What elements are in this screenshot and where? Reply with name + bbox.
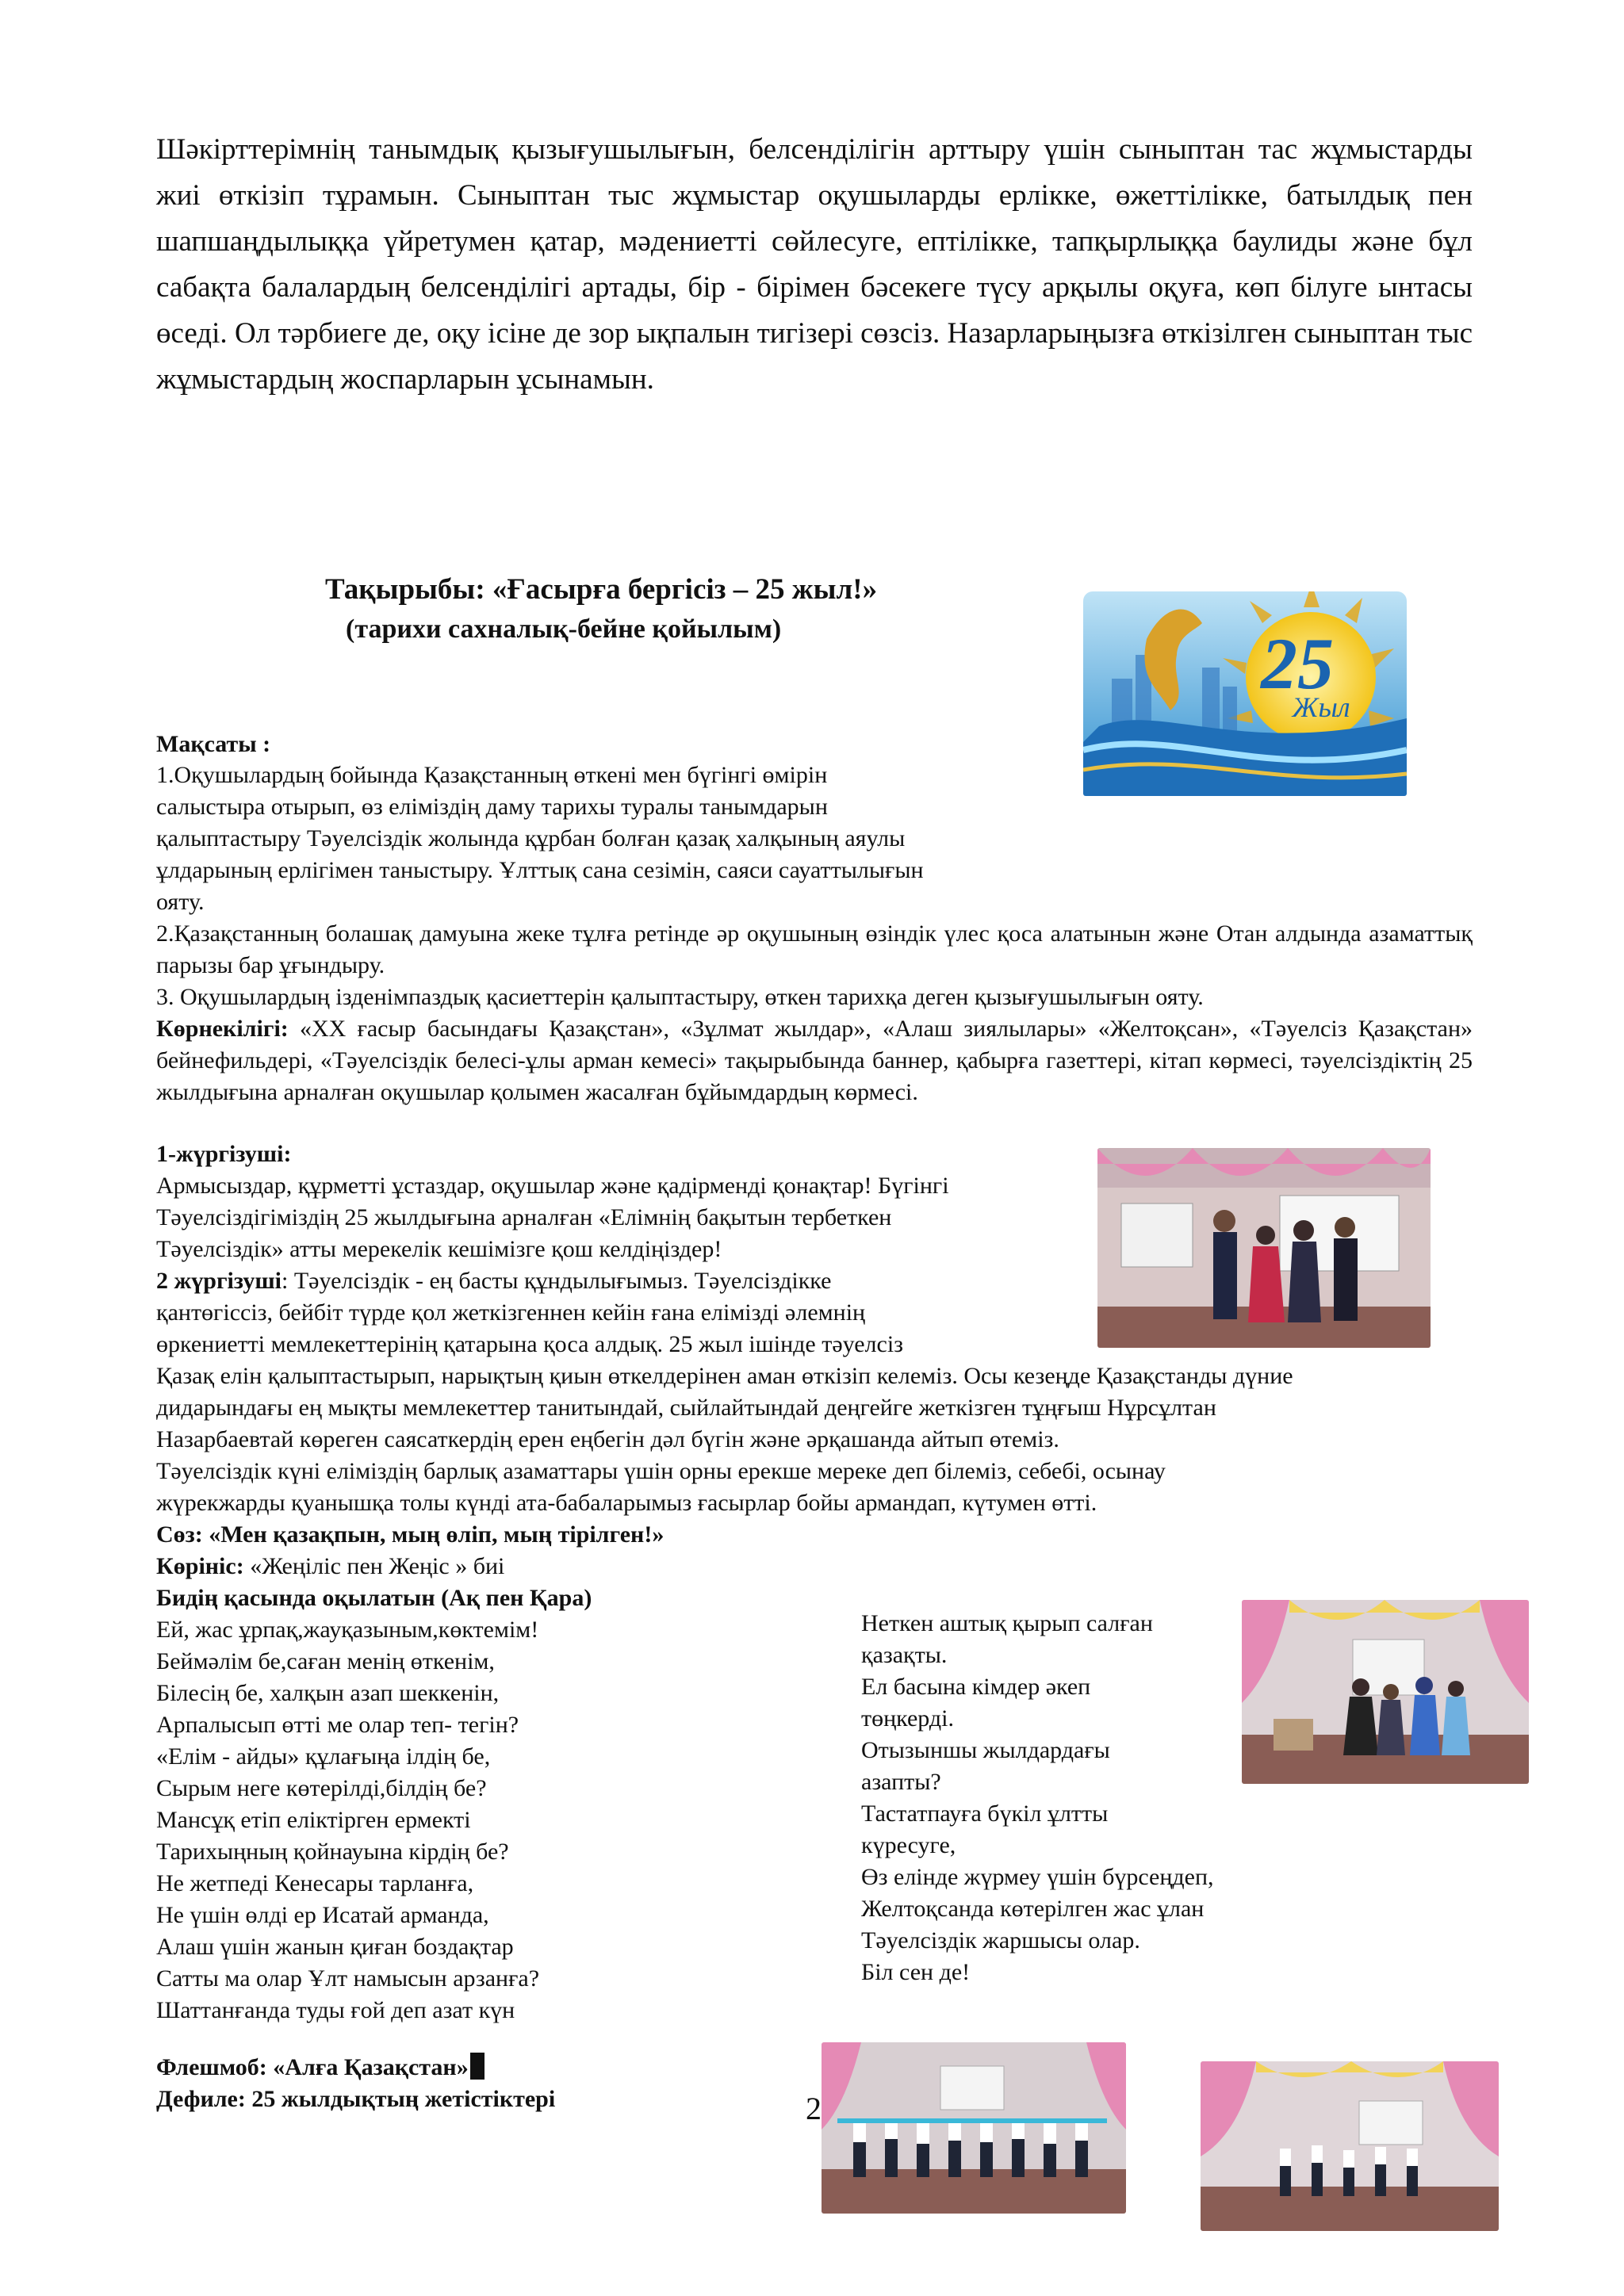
poem-left-column (156, 1614, 806, 2026)
anniversary-logo-image (1083, 591, 1407, 796)
hosts-stage-graphic (1097, 1148, 1431, 1348)
poem-right-column (861, 1608, 1258, 1988)
visuals-label: Көрнекілігі: (156, 1016, 289, 1042)
poem-line: Беймәлім бе,саған менің өткенім, (156, 1648, 495, 1674)
intro-paragraph: Шәкірттерімнің танымдық қызығушылығын, белсенділігін арттыру үшін сыныптан тас жұмыстарды жиі өткізіп тұрамын. Сыныптан тыс жұмыстар оқушыларды ерлікке, өжеттілікке, батылдық пен шапшаңдылыққа үйретумен қатар, мәдениетті сөйлесуге, ептілікке, тапқырлыққа баулиды және бұл сабақта балалардың белсенділігі артады, бір - бірімен бәсекеге түсу арқылы оқуға, көп білуге ынтасы өседі. Ол тәрбиеге де, оқу ісіне де зор ықпалын тигізері сөзсіз. Назарларыңызға өткізілген сыныптан тыс жұмыстардың жоспарларын ұсынамын. (156, 133, 1473, 396)
flashmob-line (156, 2052, 711, 2084)
event-subtitle: (тарихи сахналық-бейне қойылым) (346, 614, 782, 644)
hosts-stage-photo (1097, 1148, 1431, 1348)
host2-continued (156, 1360, 1473, 1614)
flashmob-graphic-2 (1201, 2061, 1499, 2231)
host2-line: жүрекжарды қуанышқа толы күнді ата-бабаларымыз ғасырлар бойы армандап, күтумен өтті. (156, 1490, 1097, 1516)
poem-line: Арпалысып өтті ме олар теп- тегін? (156, 1712, 519, 1738)
host1-block (156, 1138, 1052, 1360)
poem-line: Мансұқ етіп еліктірген ермекті (156, 1807, 471, 1833)
goal-item-1-line: 1.Оқушылардың бойында Қазақстанның өткені мен бүгінгі өмірін (156, 762, 828, 788)
goal-item-1-line: ояту. (156, 889, 205, 915)
host2-line: дидарындағы ең мықты мемлекеттер танитындай, сыйлайтындай деңгейге жеткізген тұңғыш Нұрсұлтан (156, 1395, 1216, 1421)
flashmob-text: Флешмоб: «Алға Қазақстан» (156, 2054, 469, 2080)
poem-line: төңкерді. (861, 1705, 955, 1732)
anniversary-logo-graphic (1083, 591, 1407, 796)
host2-first-line (156, 1265, 1052, 1297)
poem-line: Желтоқсанда көтерілген жас ұлан (861, 1896, 1205, 1922)
poem-line: Ей, жас ұрпақ,жауқазыным,көктемім! (156, 1617, 539, 1643)
host1-line: Армысыздар, құрметті ұстаздар, оқушылар және қадірменді қонақтар! Бүгінгі (156, 1173, 949, 1199)
poem-line: Тарихыңның қойнауына кірдің бе? (156, 1839, 509, 1865)
dance-stage-photo (1242, 1600, 1529, 1784)
poem-line: қазақты. (861, 1642, 948, 1668)
dance-stage-graphic (1242, 1600, 1529, 1784)
host2-line: қантөгіссіз, бейбіт түрде қол жеткізгеннен кейін ғана елімізді әлемнің (156, 1299, 866, 1326)
poem-line: азапты? (861, 1769, 941, 1795)
event-title: Тақырыбы: «Ғасырға бергісіз – 25 жыл!» (325, 573, 878, 606)
poem-line: Сатты ма олар Ұлт намысын арзанға? (156, 1965, 540, 1992)
page-number: 2 (806, 2091, 822, 2126)
host2-line: Тәуелсіздік күні еліміздің барлық азаматтары үшін орны ерекше мереке деп білеміз, себебі, осынау (156, 1458, 1166, 1484)
scene-line (156, 1551, 1473, 1582)
poem-line: Білесің бе, халқын азап шеккенін, (156, 1680, 500, 1706)
defile-text: Дефиле: 25 жылдықтың жетістіктері (156, 2086, 556, 2112)
word-line: Сөз: «Мен қазақпын, мың өліп, мың тірілген!» (156, 1521, 665, 1548)
host1-line: Тәуелсіздігіміздің 25 жылдығына арналған «Елімнің бақытын тербеткен (156, 1204, 892, 1230)
poem-line: Тәуелсіздік жаршысы олар. (861, 1927, 1140, 1954)
poem-line: Не үшін өлді ер Исатай арманда, (156, 1902, 489, 1928)
host2-line: Назарбаевтай көреген саясаткердің ерен еңбегін дәл бүгін және әрқашанда айтып өтеміз. (156, 1426, 1059, 1452)
goal-item-1-line: қалыптастыру Тәуелсіздік жолында құрбан болған қазақ халқының аяулы (156, 825, 906, 851)
poem-line: Не жетпеді Кенесары тарланға, (156, 1870, 474, 1896)
host1-label: 1-жүргізуші: (156, 1141, 292, 1167)
host2-line: өркениетті мемлекеттерінің қатарына қоса алдық. 25 жыл ішінде тәуелсіз (156, 1331, 904, 1357)
flashmob-photo-1 (822, 2042, 1126, 2214)
host2-label: 2 жүргізуші (156, 1268, 282, 1294)
host1-line: Тәуелсіздік» атты мерекелік кешімізге қош келдіңіздер! (156, 1236, 722, 1262)
goal-item-1-line: ұлдарының ерлігімен таныстыру. Ұлттық сана сезімін, саяси сауаттылығын (156, 857, 924, 883)
poem-line: Ел басына кімдер әкеп (861, 1674, 1091, 1700)
goals-heading: Мақсаты : (156, 731, 271, 757)
host2-first-text: : Тәуелсіздік - ең басты құндылығымыз. Тәуелсіздікке (281, 1268, 832, 1294)
program-items (156, 2052, 711, 2115)
poem-line: Тастатпауға бүкіл ұлтты (861, 1800, 1109, 1827)
poem-line: Неткен аштық қырып салған (861, 1610, 1153, 1636)
goal-item-1-line: салыстыра отырып, өз еліміздің даму тарихы туралы танымдарын (156, 794, 828, 820)
goal-item-2: 2.Қазақстанның болашақ дамуына жеке тұлға ретінде әр оқушының өзіндік үлес қоса алатынын және Отан алдында азаматтық парызы бар ұғындыру. (156, 920, 1473, 978)
poem-line: Отызыншы жылдардағы (861, 1737, 1110, 1763)
poem-line: күресуге, (861, 1832, 956, 1858)
goal-item-1 (156, 760, 1052, 918)
visuals-paragraph (156, 1013, 1473, 1108)
poem-line: Өз елінде жүрмеу үшін бүрсеңдеп, (861, 1864, 1214, 1890)
flashmob-photo-2 (1201, 2061, 1499, 2231)
host2-line: Қазақ елін қалыптастырып, нарықтың қиын өткелдерінен аман өткізіп келеміз. Осы кезеңде Қазақстанды дүние (156, 1363, 1293, 1389)
scene-text: «Жеңіліс пен Жеңіс » биі (243, 1553, 505, 1579)
scene-label: Көрініс: (156, 1553, 244, 1579)
poem-line: «Елім - айды» құлағыңа ілдің бе, (156, 1743, 491, 1770)
cursor-block (470, 2053, 485, 2080)
poem-line: Алаш үшін жанын қиған боздақтар (156, 1934, 514, 1960)
flashmob-graphic-1 (822, 2042, 1126, 2214)
visuals-text: «ХХ ғасыр басындағы Қазақстан», «Зұлмат жылдар», «Алаш зиялылары» «Желтоқсан», «Тәуелсіз Қазақстан» бейнефильдері, «Тәуелсіздік белесі-ұлы арман кемесі» тақырыбында баннер, қабырға газеттері, кітап көрмесі, тәуелсіздіктің 25 жылдығына арналған оқушылар қолымен жасалған бұйымдардың көрмесі. (156, 1016, 1473, 1105)
goal-item-3: 3. Оқушылардың ізденімпаздық қасиеттерін қалыптастыру, өткен тарихқа деген қызығушылығын ояту. (156, 984, 1204, 1010)
event-title-block (325, 569, 1039, 649)
poem-line: Шаттанғанда туды ғой деп азат күн (156, 1997, 515, 2023)
logo-number-text: 25 (1261, 623, 1334, 704)
logo-word-text: Жыл (1292, 691, 1350, 723)
dance-poem-heading: Бидің қасында оқылатын (Ақ пен Қара) (156, 1585, 592, 1611)
poem-line: Біл сен де! (861, 1959, 971, 1985)
poem-line: Сырым неге көтерілді,білдің бе? (156, 1775, 487, 1801)
goals-continued (156, 918, 1473, 1108)
